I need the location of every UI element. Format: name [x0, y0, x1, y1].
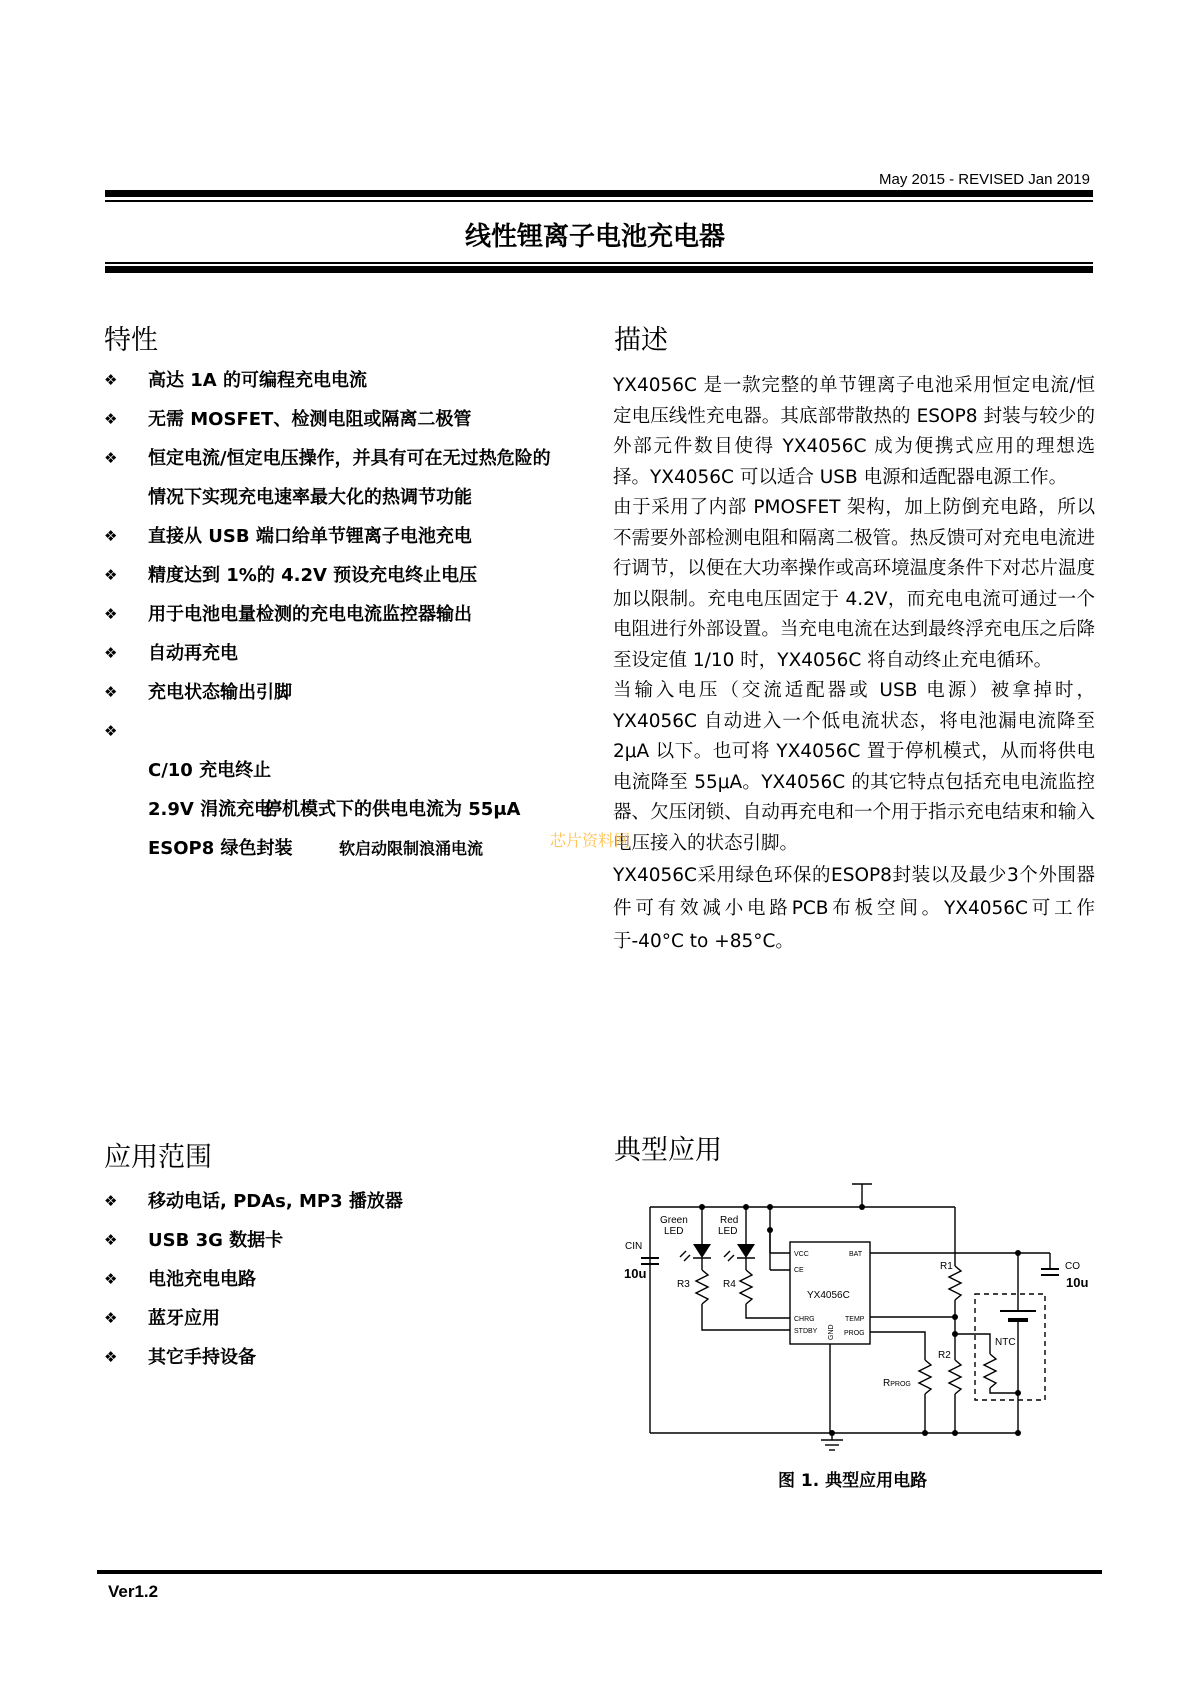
- red-led-icon: [724, 1244, 755, 1261]
- list-item: ❖ 高达 1A 的可编程充电电流: [104, 361, 604, 400]
- pin-chrg: CHRG: [794, 1316, 815, 1323]
- pin-temp: TEMP: [845, 1316, 865, 1323]
- co-value: 10u: [1066, 1275, 1089, 1290]
- footer-version: Ver1.2: [108, 1582, 159, 1601]
- list-item: ❖ 移动电话, PDAs, MP3 播放器: [104, 1182, 604, 1221]
- green-led-label: Green: [660, 1215, 688, 1226]
- list-item: ESOP8 绿色封装 软启动限制浪涌电流: [148, 838, 484, 859]
- diamond-bullet-icon: ❖: [104, 371, 118, 389]
- diamond-bullet-icon: ❖: [104, 410, 118, 428]
- ntc-label: NTC: [995, 1337, 1016, 1348]
- ground-icon: [821, 1440, 843, 1450]
- co-capacitor: [1041, 1269, 1059, 1275]
- list-item: ❖ 无需 MOSFET、检测电阻或隔离二极管: [104, 400, 604, 439]
- document-title: 线性锂离子电池充电器: [464, 222, 725, 252]
- diamond-bullet-icon: ❖: [104, 449, 118, 467]
- list-item: ❖ 用于电池电量检测的充电电流监控器输出: [104, 595, 604, 634]
- diamond-bullet-icon: ❖: [104, 1270, 118, 1288]
- rprog-resistor: [919, 1360, 931, 1394]
- r3-label: R3: [677, 1279, 690, 1290]
- led-label: LED: [664, 1226, 684, 1237]
- list-item: C/10 充电终止: [148, 760, 272, 781]
- description-paragraph: YX4056C采用绿色环保的ESOP8封装以及最少3个外围器件可有效减小电路PCB布板空间。YX4056C可工作于-40°C to +85°C。: [613, 865, 1095, 952]
- description-paragraph: 由于采用了内部 PMOSFET 架构，加上防倒充电路，所以不需要外部检测电阻和隔离二极管。热反馈可对充电电流进行调节，以便在大功率操作或高环境温度条件下对芯片温度加以限制。充电电压固定于 4.2V，而充电电流可通过一个电阻进行外部设置。当充电电流在达到最终浮充电压之后降至设定值 1/10 时，YX4056C 将自动终止充电循环。: [613, 497, 1095, 671]
- header-rule-thick: [105, 190, 1093, 197]
- list-item: ❖ 恒定电流/恒定电压操作，并具有可在无过热危险的: [104, 439, 604, 478]
- typical-app-heading: 典型应用: [614, 1135, 722, 1166]
- list-item: ❖ 充电状态输出引脚: [104, 673, 604, 712]
- list-item: ❖ USB 3G 数据卡: [104, 1221, 604, 1260]
- green-led-icon: [680, 1244, 711, 1261]
- co-label: CO: [1065, 1261, 1080, 1272]
- description-paragraph: YX4056C 是一款完整的单节锂离子电池采用恒定电流/恒定电压线性充电器。其底部带散热的 ESOP8 封装与较少的外部元件数目使得 YX4056C 成为便携式应用的理想选择。YX4056C 可以适合 USB 电源和适配器电源工作。: [613, 375, 1095, 488]
- pin-stdby: STDBY: [794, 1328, 818, 1335]
- header-rule-thin: [105, 200, 1093, 202]
- pin-bat: BAT: [849, 1251, 863, 1258]
- header-date: May 2015 - REVISED Jan 2019: [879, 171, 1090, 188]
- list-item: ❖ 精度达到 1%的 4.2V 预设充电终止电压: [104, 556, 604, 595]
- red-led-label: Red: [720, 1215, 739, 1226]
- pin-vcc: VCC: [794, 1251, 809, 1258]
- list-item: ❖ 直接从 USB 端口给单节锂离子电池充电: [104, 517, 604, 556]
- ntc-resistor: [984, 1354, 996, 1388]
- pin-gnd: GND: [828, 1324, 835, 1340]
- battery-icon: [1000, 1311, 1036, 1320]
- applications-list: [104, 1182, 604, 1377]
- r3-resistor: [696, 1270, 708, 1304]
- diamond-bullet-icon: ❖: [104, 644, 118, 662]
- cin-label: CIN: [625, 1241, 643, 1252]
- pin-prog: PROG: [844, 1330, 865, 1337]
- list-item: 2.9V 涓流充电 停机模式下的供电电流为 55μA: [148, 799, 521, 820]
- title-rule-thin: [105, 262, 1093, 264]
- r2-resistor: [949, 1360, 961, 1394]
- list-item: ❖ 电池充电电路: [104, 1260, 604, 1299]
- list-item: ❖ 自动再充电: [104, 634, 604, 673]
- features-list: [104, 361, 604, 868]
- list-item: ❖ 其它手持设备: [104, 1338, 604, 1377]
- applications-heading: 应用范围: [104, 1142, 212, 1173]
- diamond-bullet-icon: ❖: [104, 566, 118, 584]
- r2-label: R2: [938, 1350, 951, 1361]
- r4-label: R4: [723, 1279, 736, 1290]
- r1-label: R1: [940, 1261, 953, 1272]
- diamond-bullet-icon: ❖: [104, 722, 118, 740]
- diamond-bullet-icon: ❖: [104, 605, 118, 623]
- led-label: LED: [718, 1226, 738, 1237]
- list-item: 情况下实现充电速率最大化的热调节功能: [148, 487, 472, 508]
- description-heading: 描述: [614, 325, 668, 356]
- typical-application-circuit: [620, 1180, 1100, 1470]
- features-heading: 特性: [104, 325, 158, 356]
- diamond-bullet-icon: ❖: [104, 1231, 118, 1249]
- pin-ce: CE: [794, 1267, 804, 1274]
- watermark: 芯片资料网: [550, 831, 631, 850]
- diamond-bullet-icon: ❖: [104, 683, 118, 701]
- figure-caption: 图 1. 典型应用电路: [778, 1471, 928, 1491]
- rprog-label: RPROG: [883, 1378, 911, 1389]
- diamond-bullet-icon: ❖: [104, 527, 118, 545]
- title-rule-thick: [105, 266, 1093, 273]
- diamond-bullet-icon: ❖: [104, 1192, 118, 1210]
- list-item: [104, 712, 604, 751]
- diamond-bullet-icon: ❖: [104, 1348, 118, 1366]
- diamond-bullet-icon: ❖: [104, 1309, 118, 1327]
- footer-rule: [97, 1570, 1102, 1574]
- description-body: [613, 371, 1095, 958]
- list-item: ❖ 蓝牙应用: [104, 1299, 604, 1338]
- chip-name: YX4056C: [807, 1290, 850, 1301]
- r4-resistor: [740, 1270, 752, 1304]
- cin-value: 10u: [624, 1266, 647, 1281]
- description-paragraph: 当输入电压（交流适配器或 USB 电源）被拿掉时，YX4056C 自动进入一个低电流状态，将电池漏电流降至 2μA 以下。也可将 YX4056C 置于停机模式，从而将供电电流降至 55μA。YX4056C 的其它特点包括充电电流监控器、欠压闭锁、自动再充电和一个用于指示充电结束和输入电压接入的状态引脚。: [613, 680, 1095, 854]
